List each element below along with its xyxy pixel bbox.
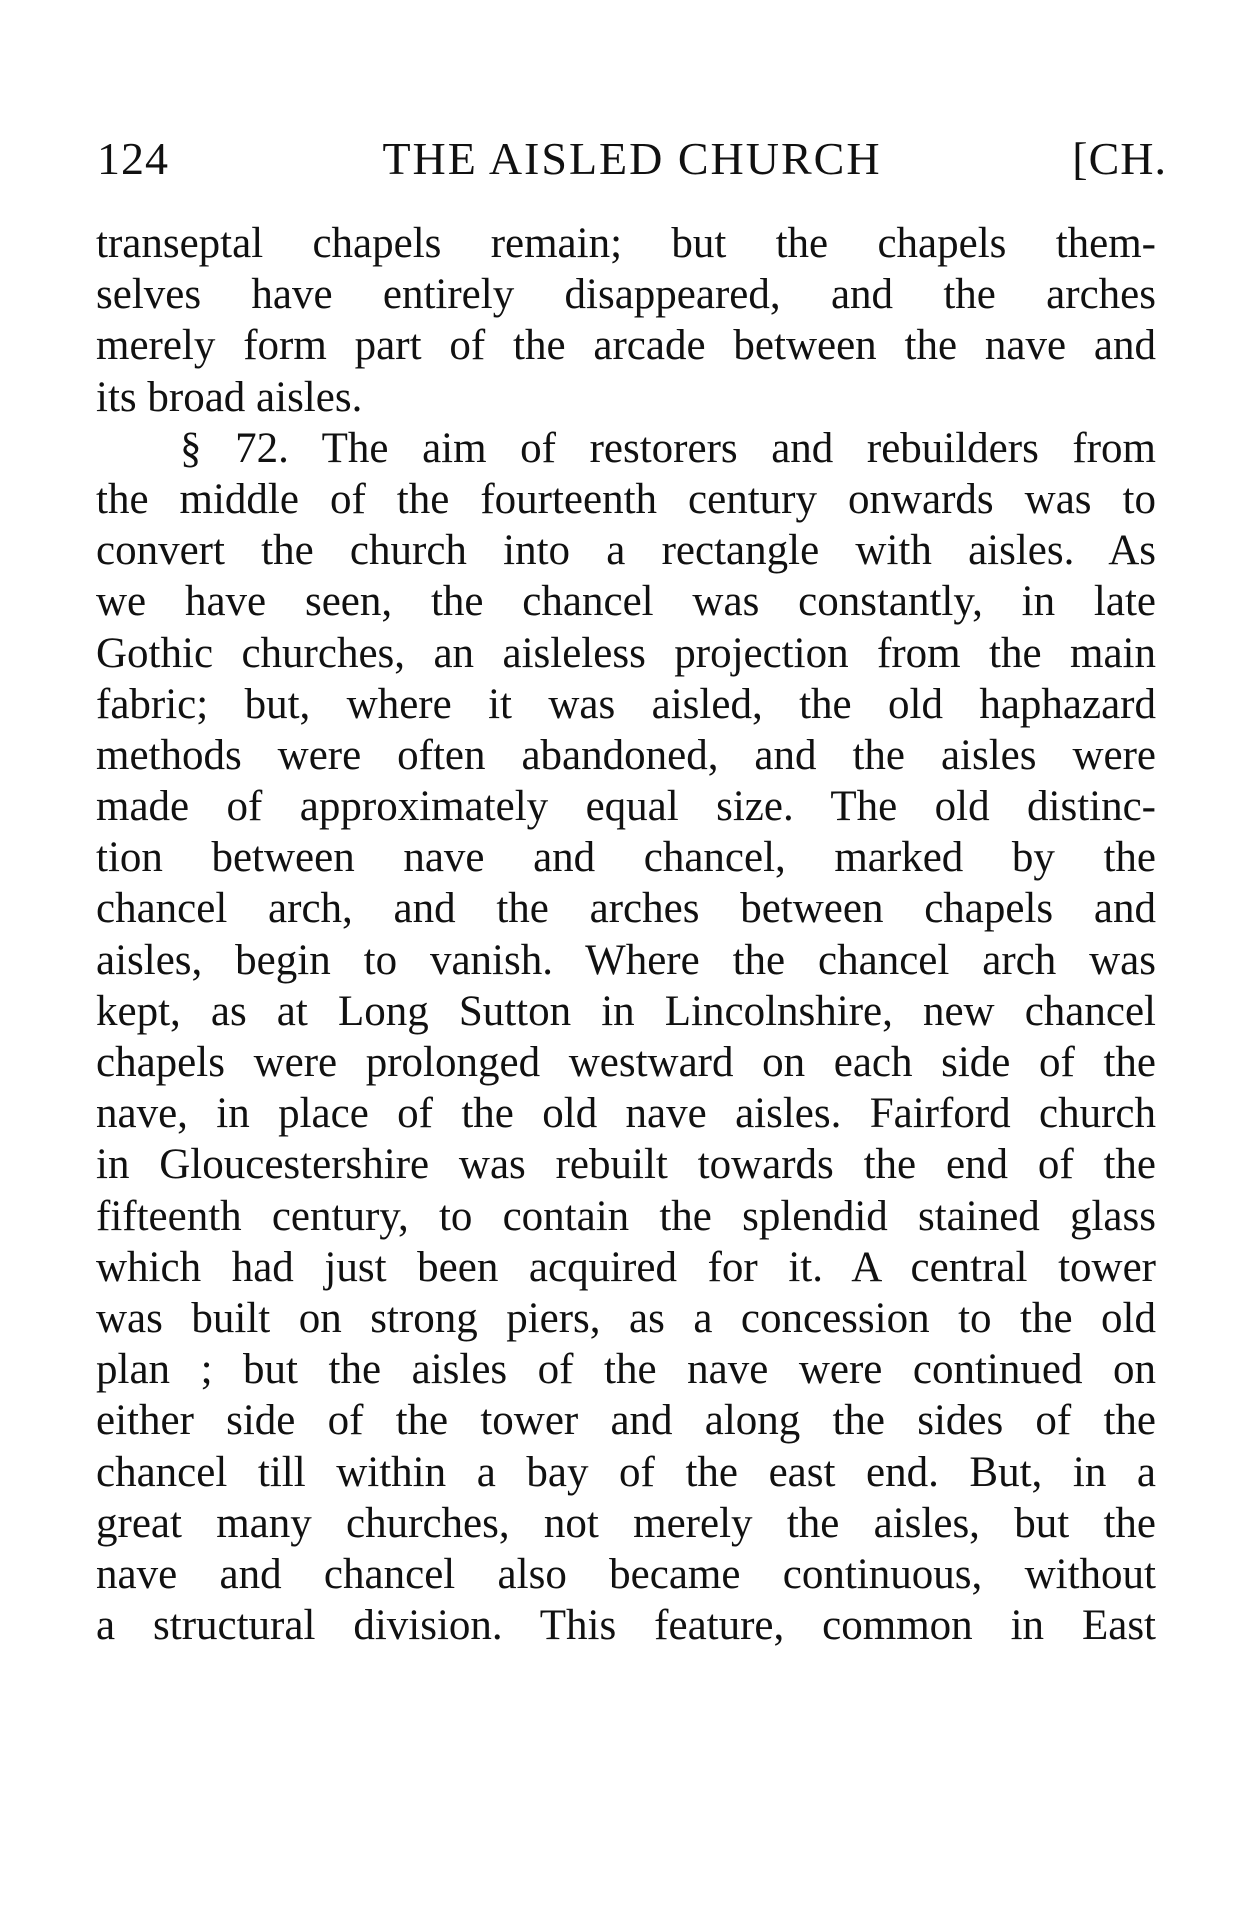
- page-header: [97, 124, 1167, 194]
- text-line: aisles, begin to vanish. Where the chancel arch was: [96, 936, 1156, 984]
- text-line: fifteenth century, to contain the splendid stained glass: [96, 1192, 1156, 1240]
- text-line: nave and chancel also became continuous, without: [96, 1550, 1156, 1598]
- text-line: tion between nave and chancel, marked by the: [96, 834, 1156, 882]
- text-line: plan ; but the aisles of the nave were continued on: [96, 1346, 1156, 1394]
- text-line: merely form part of the arcade between the nave and: [96, 322, 1156, 370]
- text-line: chancel arch, and the arches between chapels and: [96, 885, 1156, 933]
- body-text: [96, 218, 1156, 1651]
- text-line: selves have entirely disappeared, and the arches: [96, 271, 1156, 319]
- text-line: made of approximately equal size. The old distinc-: [96, 783, 1156, 831]
- text-line: chapels were prolonged westward on each side of the: [96, 1039, 1156, 1086]
- text-line: the middle of the fourteenth century onwards was to: [96, 475, 1156, 523]
- running-title: THE AISLED CHURCH: [382, 133, 882, 184]
- text-line: either side of the tower and along the sides of the: [96, 1397, 1156, 1445]
- text-line: Gothic churches, an aisleless projection from the main: [96, 629, 1156, 677]
- text-line: a structural division. This feature, common in East: [96, 1602, 1156, 1650]
- text-line: was built on strong piers, as a concession to the old: [96, 1294, 1156, 1342]
- text-line: nave, in place of the old nave aisles. Fairford church: [96, 1090, 1156, 1138]
- text-line: § 72. The aim of restorers and rebuilders from: [180, 424, 1156, 472]
- text-line: in Gloucestershire was rebuilt towards the end of the: [96, 1141, 1156, 1189]
- text-line: we have seen, the chancel was constantly, in late: [96, 578, 1156, 626]
- page-number: 124: [97, 133, 169, 184]
- text-line: which had just been acquired for it. A central tower: [96, 1243, 1156, 1291]
- text-line: transeptal chapels remain; but the chapels them-: [96, 220, 1156, 267]
- text-line: methods were often abandoned, and the aisles were: [96, 731, 1156, 779]
- text-line: fabric; but, where it was aisled, the old haphazard: [96, 680, 1156, 728]
- text-line: kept, as at Long Sutton in Lincolnshire, new chancel: [96, 987, 1156, 1035]
- chapter-mark: [CH.: [1072, 133, 1167, 184]
- text-line: convert the church into a rectangle with aisles. As: [96, 527, 1156, 575]
- text-line: its broad aisles.: [96, 373, 363, 421]
- text-line: chancel till within a bay of the east end. But, in a: [96, 1448, 1156, 1496]
- text-line: great many churches, not merely the aisles, but the: [96, 1499, 1156, 1547]
